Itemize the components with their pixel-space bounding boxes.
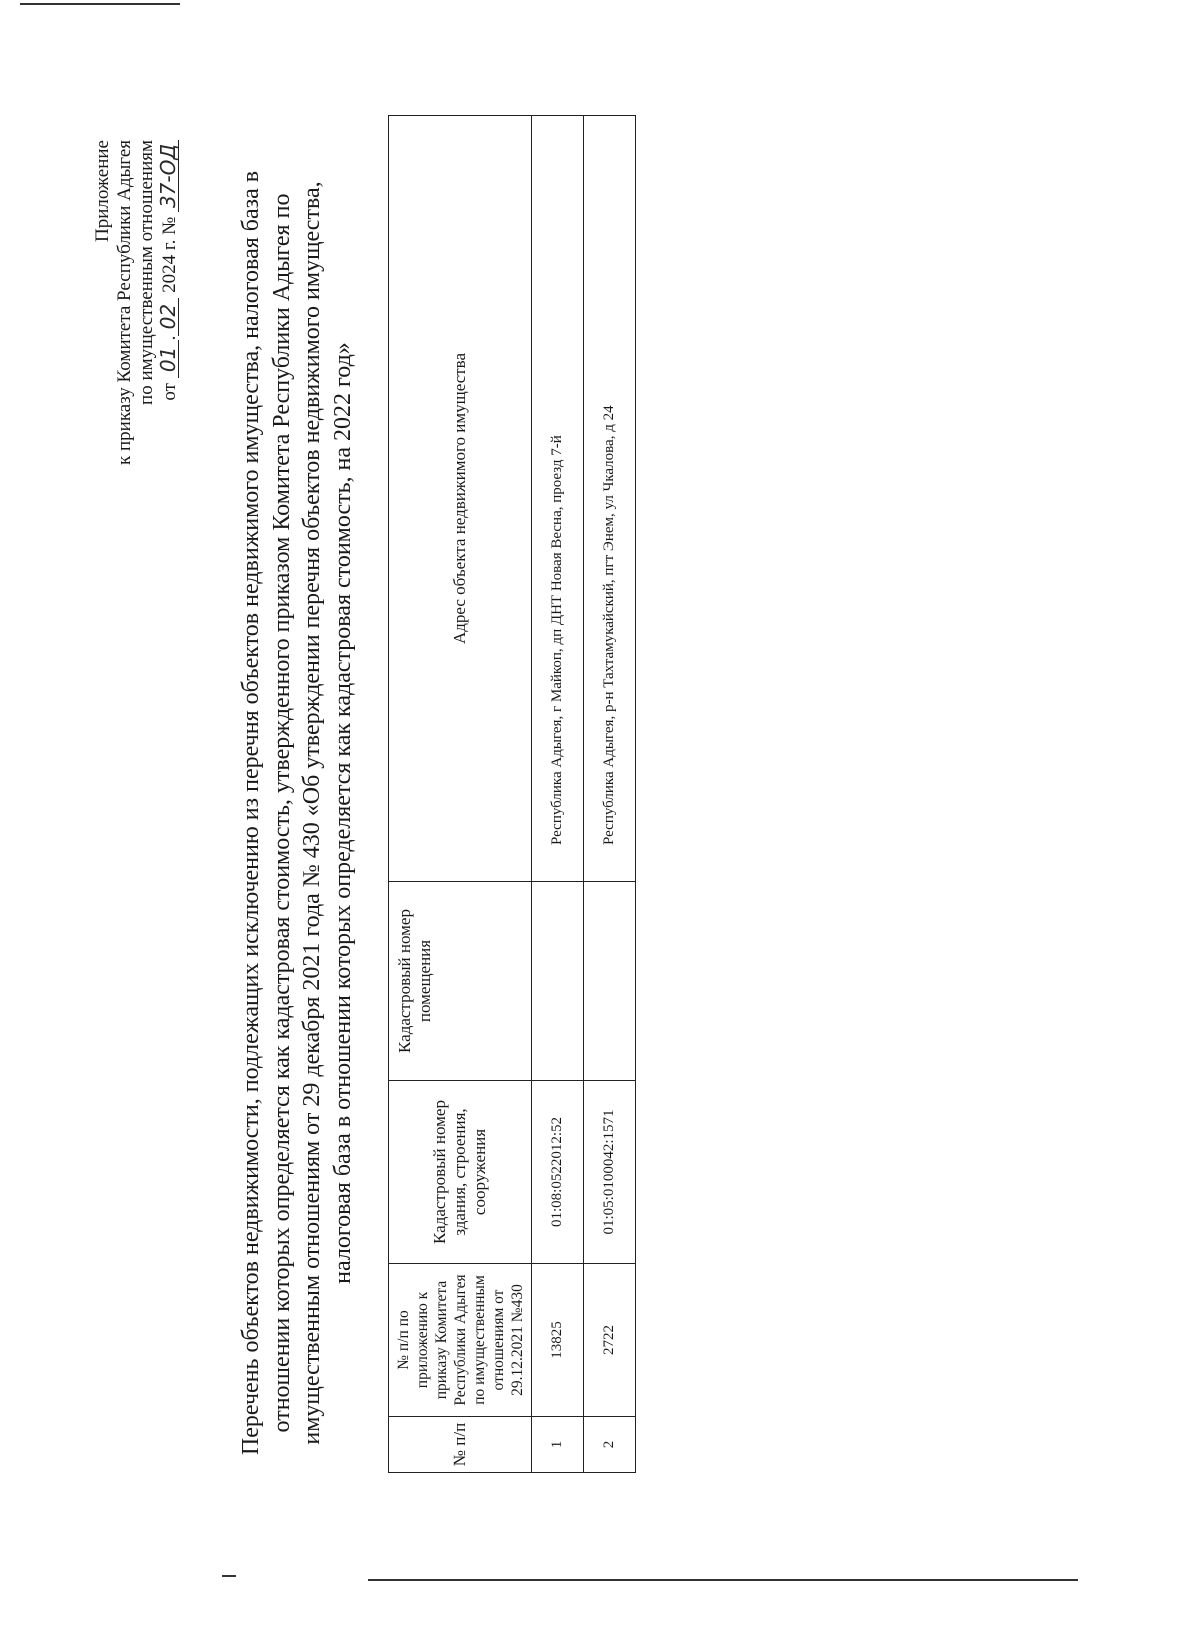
- cell-cadastral-building: 01:08:0522012:52: [532, 1081, 584, 1264]
- header-num: № п/п: [389, 1417, 532, 1473]
- objects-table: [388, 115, 636, 1473]
- handwritten-day: 01: [158, 340, 179, 378]
- date-year: 2024 г. №: [159, 216, 180, 293]
- table-row: [584, 116, 636, 1473]
- cell-cadastral-room: [584, 882, 636, 1081]
- handwritten-month: 02: [158, 298, 179, 336]
- scan-edge-line: [368, 1580, 1078, 1582]
- header-cadastral-building: Кадастровый номер здания, строения, сооружения: [389, 1081, 532, 1264]
- cell-order-num: 2722: [584, 1264, 636, 1417]
- cell-address: Республика Адыгея, г Майкоп, дп ДНТ Новая Весна, проезд 7-й: [532, 116, 584, 882]
- table-row: [532, 116, 584, 1473]
- scan-edge-line: [222, 1576, 236, 1578]
- appendix-label: Приложение: [92, 140, 113, 242]
- appendix-order-ref: к приказу Комитета Республики Адыгея: [114, 140, 135, 465]
- cell-num: 1: [532, 1417, 584, 1473]
- cell-cadastral-room: [532, 882, 584, 1081]
- appendix-committee: по имущественным отношениям: [136, 140, 157, 405]
- cell-address: Республика Адыгея, р-н Тахтамукайский, пгт Энем, ул Чкалова, д 24: [584, 116, 636, 882]
- date-separator: .: [159, 335, 180, 341]
- cell-num: 2: [584, 1417, 636, 1473]
- header-address: Адрес объекта недвижимого имущества: [389, 116, 532, 882]
- appendix-date-line: [158, 140, 181, 465]
- header-cadastral-room: Кадастровый номер помещения: [389, 882, 532, 1081]
- handwritten-order-number: 37-ОД: [158, 140, 179, 212]
- table-header-row: [389, 116, 532, 1473]
- document-title: Перечень объектов недвижимости, подлежащих исключению из перечня объектов недвижимого имущества, налоговая база в отношении которых определяется как кадастровая стоимость, утвержденного приказом Комитета Республики Адыгея по имущественным отношениям от 29 декабря 2021 года № 430 «Об утверждении перечня объектов недвижимого имущества, налоговая база в отношении которых определяется как кадастровая стоимость, на 2022 год»: [238, 170, 356, 1456]
- cell-cadastral-building: 01:05:0100042:1571: [584, 1081, 636, 1264]
- cell-order-num: 13825: [532, 1264, 584, 1417]
- date-prefix: от: [159, 383, 180, 401]
- header-order-num: № п/п по приложению к приказу Комитета Республики Адыгея по имущественным отношениям от 29.12.2021 №430: [389, 1264, 532, 1417]
- scan-edge-line: [20, 3, 180, 5]
- appendix-header: [92, 140, 181, 465]
